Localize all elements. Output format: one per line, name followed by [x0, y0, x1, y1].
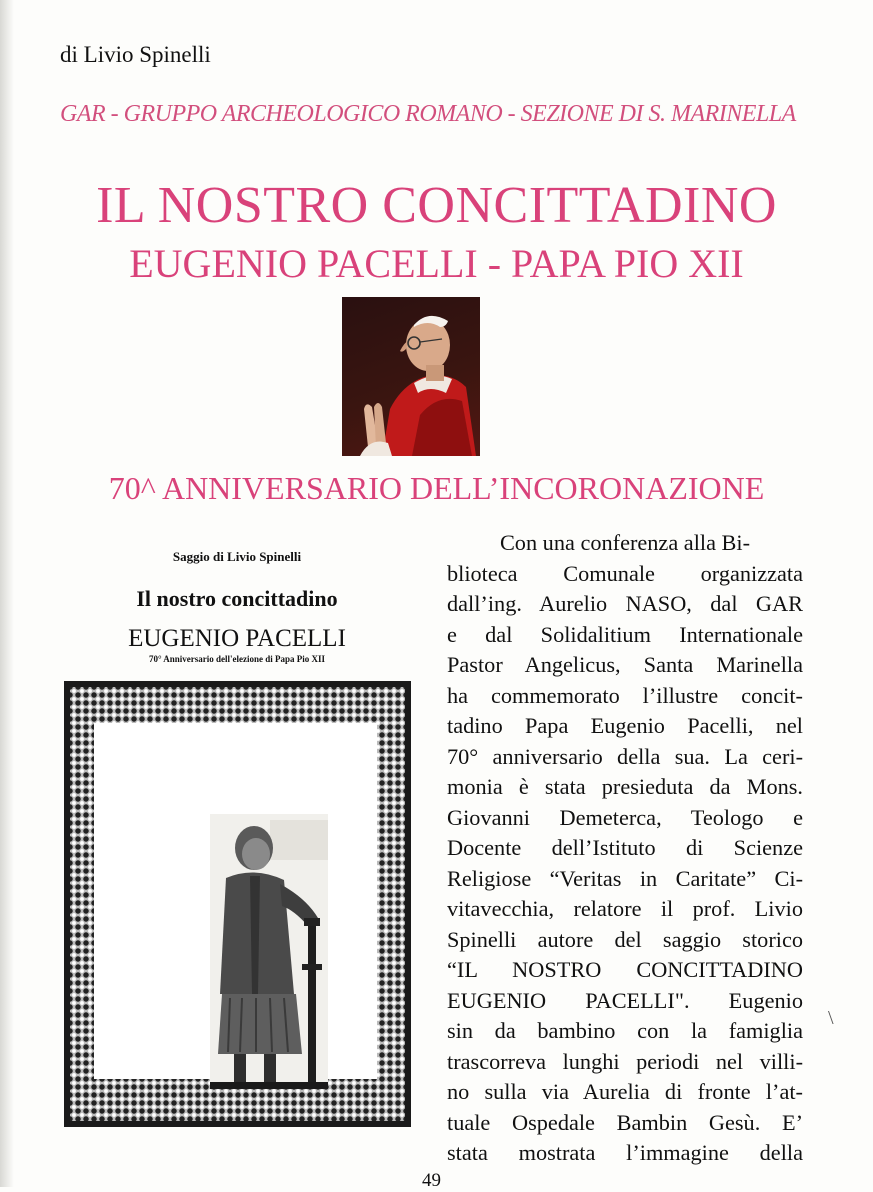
byline: di Livio Spinelli	[60, 42, 211, 67]
book-cover-title-line-2: EUGENIO PACELLI	[128, 625, 346, 652]
child-portrait-photo	[210, 814, 328, 1089]
article-line: Giovanni Demeterca, Teologo e	[447, 804, 803, 830]
article-line: 70° anniversario della sua. La ceri-	[447, 743, 803, 769]
title-line-1: IL NOSTRO CONCITTADINO	[96, 177, 777, 234]
article-line: dall’ing. Aurelio NASO, dal GAR	[447, 591, 803, 616]
book-cover-title-line-1: Il nostro concittadino	[136, 586, 338, 611]
book-cover-photo-area	[94, 723, 377, 1079]
child-portrait-illustration	[210, 814, 328, 1089]
book-cover-author: Saggio di Livio Spinelli	[172, 549, 302, 564]
article-line: e dal Solidalitium Internationale	[447, 621, 803, 647]
article-line: monia è stata presieduta da Mons.	[447, 774, 803, 799]
article-line: Religiose “Veritas in Caritate” Ci-	[447, 865, 803, 891]
article-line: vitavecchia, relatore il prof. Livio	[447, 896, 803, 921]
title-line-2: EUGENIO PACELLI - PAPA PIO XII	[129, 241, 744, 286]
page-number: 49	[422, 1170, 441, 1191]
stray-ink-mark: \	[828, 1007, 834, 1029]
article-line: trascorreva lunghi periodi nel villi-	[447, 1048, 803, 1074]
article-line: Con una conferenza alla Bi-	[499, 530, 751, 555]
article-line: sin da bambino con la famiglia	[447, 1018, 803, 1043]
article-body	[447, 528, 803, 1169]
article-line: ha commemorato l’illustre concit-	[447, 682, 803, 708]
article-line: Docente dell’Istituto di Scienze	[447, 835, 803, 860]
anniversary-subtitle: 70^ ANNIVERSARIO DELL’INCORONAZIONE	[108, 470, 765, 506]
article-line: tadino Papa Eugenio Pacelli, nel	[447, 713, 803, 738]
pope-portrait-illustration	[342, 297, 480, 456]
article-line: blioteca Comunale organizzata	[447, 560, 803, 586]
article-line: “IL NOSTRO CONCITTADINO	[447, 957, 803, 982]
article-line: Pastor Angelicus, Santa Marinella	[447, 652, 803, 677]
article-line: stata mostrata l’immagine della	[447, 1140, 803, 1165]
article-line: no sulla via Aurelia di fronte l’at-	[447, 1079, 803, 1104]
book-cover-subtitle: 70° Anniversario dell'elezione di Papa Pio XII	[148, 654, 326, 664]
article-line: Spinelli autore del saggio storico	[447, 926, 803, 952]
article-line: tuale Ospedale Bambin Gesù. E’	[447, 1109, 803, 1135]
book-cover-frame	[64, 681, 411, 1127]
article-line: EUGENIO PACELLI". Eugenio	[447, 987, 803, 1013]
organization-line: GAR - GRUPPO ARCHEOLOGICO ROMANO - SEZIONE DI S. MARINELLA	[60, 101, 796, 127]
pope-portrait-photo	[342, 297, 480, 456]
